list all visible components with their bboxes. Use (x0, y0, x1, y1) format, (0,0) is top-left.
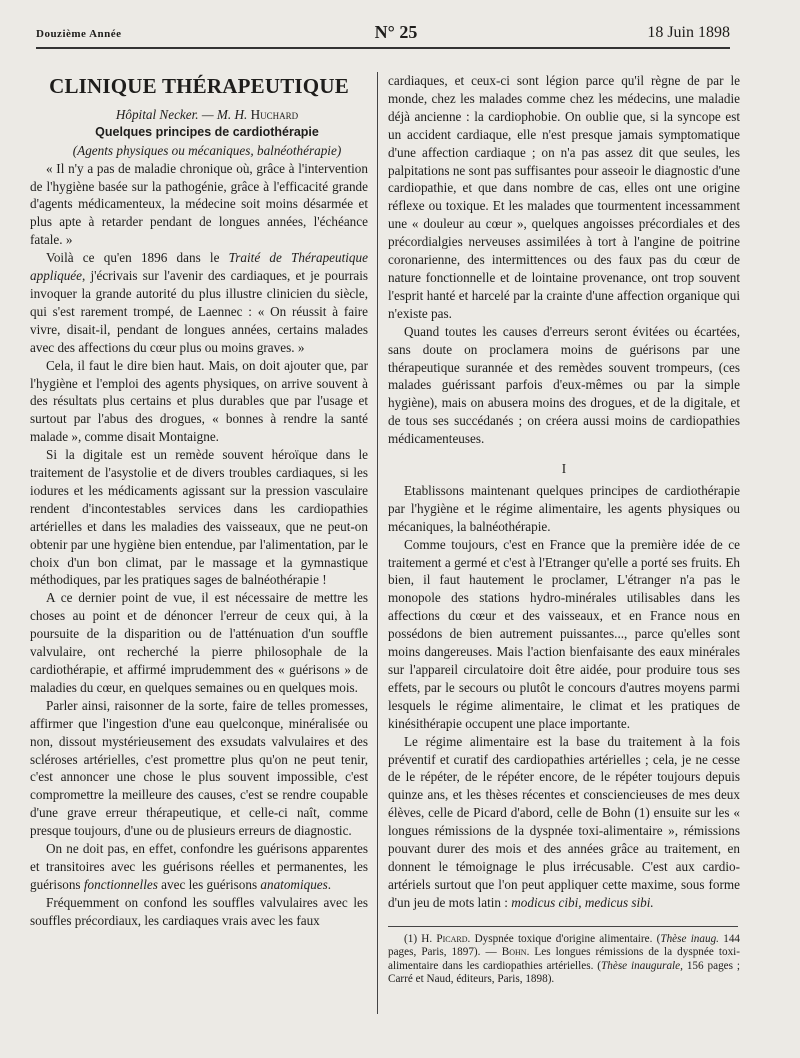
latin-maxim: modicus cibi, medicus sibi. (511, 894, 654, 910)
paragraph: Cela, il faut le dire bien haut. Mais, on doit ajouter que, par l'hygiène et l'emploi des agents physiques, on arrive souvent à des résultats plus certains et plus durables que par l'usage et surtout par l'abus des drogues, « bonnes à rendre la santé malade », comme disait Montaigne. (30, 357, 368, 445)
paragraph: Voilà ce qu'en 1896 dans le Traité de Thérapeutique appliquée, j'écrivais sur l'avenir des cardiaques, et je pourrais invoquer la grande autorité du plus illustre clinicien du siècle, qui s'est rarement trompé, de Laennec : « On réussit à faire vivre, disait-il, pendant de longues années, certains malades avec des affections du cœur plus ou moins graves. » (30, 250, 368, 355)
hospital-line (30, 106, 368, 124)
paragraph: Etablissons maintenant quelques principes de cardiothérapie par l'hygiène et le régime alimentaire, les agents physiques ou mécaniques, la balnéothérapie. (388, 482, 740, 534)
article-title: CLINIQUE THÉRAPEUTIQUE (49, 74, 349, 98)
header-rule (36, 47, 730, 49)
paragraph: A ce dernier point de vue, il est nécessaire de mettre les choses au point et de dénoncer l'erreur de ceux qui, à la poursuite de la disparition ou de l'atténuation d'un souffle valvulaire, ont recherché la pierre philosophale de la cardiothérapie, et affirmé imprudemment des « guérisons » de maladies du cœur, en quelques semaines ou en quelques mois. (30, 590, 368, 695)
paragraph: On ne doit pas, en effet, confondre les guérisons apparentes et transitoires avec les guérisons réelles et permanentes, les guérisons fonctionnelles avec les guérisons anatomiques. (30, 841, 368, 892)
footnote: (1) H. Picard. Dyspnée toxique d'origine alimentaire. (Thèse inaug. 144 pages, Paris, 1897). — Bohn. Les longues rémissions de la dyspnée toxi-alimentaire dans les cardiopathies artérielles. (Thèse inaugurale, 156 pages ; Carré et Naud, éditeurs, Paris, 1898). (388, 932, 741, 986)
paragraph: Comme toujours, c'est en France que la première idée de ce traitement a germé et c'est à l'Etranger qu'elle a porté ses fruits. Eh bien, il faut hautement le proclamer, L'étranger n'a pas le monopole des stations hydro-minérales utilisables dans les affections du cœur et des vaisseaux, et en France nous en possédons de bien autrement puissantes..., parce qu'elles sont moins dangereuses. Mais l'action bienfaisante des eaux minérales sur l'appareil circulatoire doit être aidée, pour produire tous ses effets, par le secours ou plutôt le concours d'autres moyens parmi lesquels le régime alimentaire, le climat et les pratiques de kinésithérapie occupent une place importante. (388, 536, 740, 731)
page-header (36, 22, 730, 44)
right-column (388, 72, 740, 987)
left-column (30, 72, 368, 930)
paragraph: Si la digitale est un remède souvent héroïque dans le traitement de l'asystolie et de divers troubles cardiaques, si les iodures et les médicaments agissant sur la pression vasculaire rendent d'incontestables services dans les cardiopathies artérielles et dans les maladies des vaisseaux, que ne peut-on obtenir par une hygiène bien entendue, par l'alimentation, par le choix d'un bon climat, par le massage et la gymnastique méthodiques, par les pratiques sages de balnéothérapie ! (30, 447, 368, 588)
column-divider (377, 72, 378, 1014)
paragraph: « Il n'y a pas de maladie chronique où, grâce à l'intervention de l'hygiène basée sur la pathogénie, grâce à l'efficacité grande d'agents médicamenteux, la médecine soit moins désarmée et plus apte à retarder pendant de longues années, l'échéance fatale. » (30, 160, 368, 248)
author-name: Huchard (250, 106, 299, 122)
header-issue-number: N° 25 (374, 22, 418, 42)
paragraph: Fréquemment on confond les souffles valvulaires avec les souffles précordiaux, les cardiaques vrais avec les faux (30, 894, 368, 928)
article-subtitle-detail: (Agents physiques ou mécaniques, balnéothérapie) (72, 142, 342, 158)
header-date: 18 Juin 1898 (647, 24, 730, 41)
footnote-rule (388, 926, 738, 927)
hospital-name: Hôpital Necker. — M. H. (115, 106, 251, 122)
article-subtitle: Quelques principes de cardiothérapie (95, 124, 319, 139)
paragraph: Parler ainsi, raisonner de la sorte, faire de telles promesses, affirmer que l'ingestion d'une eau quelconque, minéralisée ou non, dissout mystérieusement des exsudats valvulaires et des scléroses artérielles, c'est promettre plus qu'on ne peut tenir, c'est annoncer une chose le plus souvent impossible, c'est compromettre la meilleure des causes, c'est se rendre coupable d'une grave erreur thérapeutique, et celle-ci naît, comme presque toujours, d'une ou de plusieurs erreurs de diagnostic. (30, 697, 368, 839)
paragraph: cardiaques, et ceux-ci sont légion parce qu'il règne de par le monde, chez les malades comme chez les médecins, une maladie déjà ancienne : la cardiophobie. On oublie que, si la syncope est un accident cardiaque, elle n'est presque jamais symptomatique d'une affection cardiaque ; on n'a pas assez dit que seules, les palpitations ne sont pas suffisantes pour asseoir le diagnostic d'une cardiopathie, et que dans nombre de cas, elles ont une origine réflexe ou toxique. Et les malades que tourmentent incessamment une « douleur au cœur », quelques angoisses précordiales et des précordialgies nerveuses assimilées à tort à l'angine de poitrine coronarienne, des intermittences ou des faux pas du cœur de nature fonctionnelle et de lointaine provenance, ont trop souvent l'esprit hanté et harcelé par la crainte d'une affection organique qui n'existe pas. (388, 73, 740, 321)
paragraph: Le régime alimentaire est la base du traitement à la fois préventif et curatif des cardiopathies artérielles ; cela, je ne cesse de le répéter, de le répéter encore, de le répéter toujours depuis quinze ans, et les thèses récentes et consciencieuses de mes deux élèves, celle de Picard d'abord, celle de Bohn (1) ensuite sur les « longues rémissions de la dyspnée toxi-alimentaire », rémissions pouvant durer des mois et des années grâce au traitement, en donnent le témoignage le plus irrécusable. C'est aux cardio-artériels surtout que l'on peut appliquer cette maxime, sous forme d'un jeu de mots latin : modicus cibi, medicus sibi. (388, 733, 740, 910)
paragraph: Quand toutes les causes d'erreurs seront évitées ou écartées, sans doute on proclamera moins de guérisons par une thérapeutique surannée et des remèdes souvent trompeurs, (ces malades guérissant parfois d'eux-mêmes ou par la simple hygiène), mais on abusera moins des drogues, et de la digitale, et de tous ses succédanés ; on créera aussi moins de cardiopathies médicamenteuses. (388, 323, 740, 447)
book-title: Traité de Thérapeutique appliquée (30, 250, 368, 284)
section-number: I (561, 461, 567, 477)
header-year: Douzième Année (36, 28, 122, 40)
